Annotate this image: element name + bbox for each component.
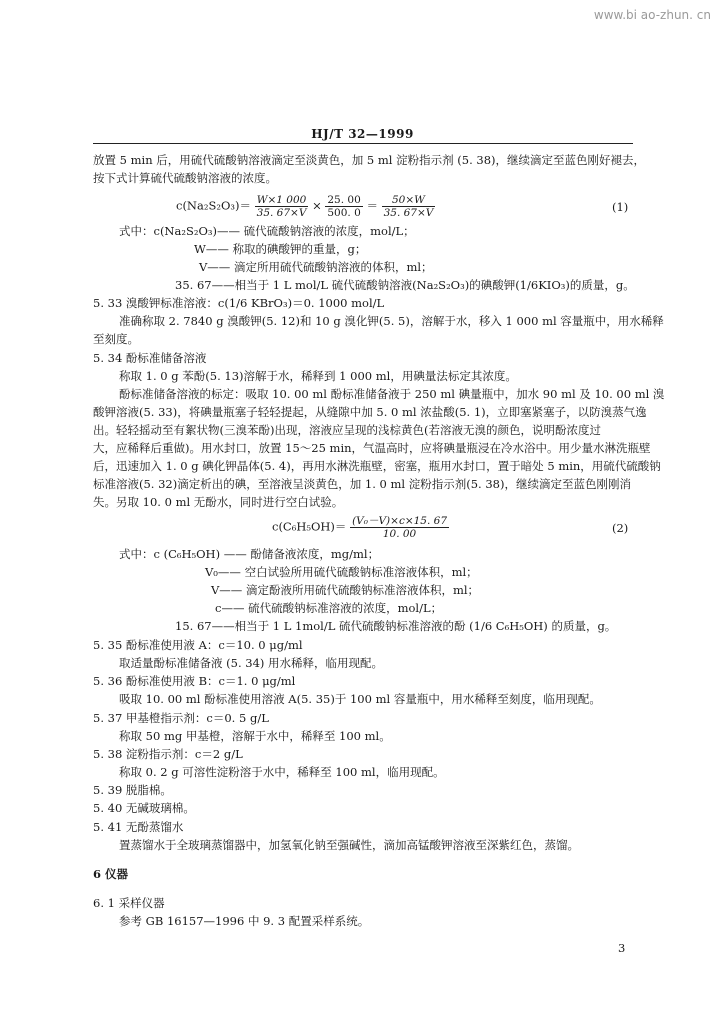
where1-line-3: V—— 滴定所用硫代硫酸钠溶液的体积，ml； xyxy=(199,260,433,274)
eq1-equals: ＝ xyxy=(366,198,378,213)
section-5-34-line-6: 后，迅速加入 1. 0 g 碘化钾晶体(5. 4)，再用水淋洗瓶壁，密塞，瓶用水封口，置于暗处 5 min，用硫代硫酸钠 xyxy=(93,459,661,473)
equation-1-number: (1) xyxy=(612,200,629,214)
eq1-f1-numerator: W×1 000 xyxy=(255,194,309,207)
eq1-fraction-1 xyxy=(255,194,309,219)
where2-line-3: V—— 滴定酚液所用硫代硫酸钠标准溶液体积，ml； xyxy=(211,583,480,597)
where2-line-1: 式中：c (C₆H₅OH) —— 酚储备液浓度，mg/ml； xyxy=(119,547,380,561)
eq2-denominator: 10. 00 xyxy=(382,528,417,540)
section-5-34-line-3: 酸钾溶液(5. 33)，将碘量瓶塞子轻轻提起，从缝隙中加 5. 0 ml 浓盐酸(5. 1)，立即塞紧塞子，以防溴蒸气逸 xyxy=(93,405,647,419)
section-5-34-title: 5. 34 酚标准储备溶液 xyxy=(93,351,207,365)
section-5-34-line-4: 出。轻轻摇动至有絮状物(三溴苯酚)出现，溶液应呈现的浅棕黄色(若溶液无溴的颜色，说明酚浓度过 xyxy=(93,423,601,437)
section-5-39-title: 5. 39 脱脂棉。 xyxy=(93,783,172,797)
section-5-34-line-2: 酚标准储备溶液的标定：吸取 10. 00 ml 酚标准储备液于 250 ml 碘量瓶中，加水 90 ml 及 10. 00 ml 溴 xyxy=(119,387,665,401)
section-5-40-title: 5. 40 无碱玻璃棉。 xyxy=(93,801,195,815)
section-5-41-title: 5. 41 无酚蒸馏水 xyxy=(93,820,184,834)
section-5-33-line-2: 至刻度。 xyxy=(93,332,139,346)
section-5-33-line-1: 准确称取 2. 7840 g 溴酸钾(5. 12)和 10 g 溴化钾(5. 5)，溶解于水，移入 1 000 ml 容量瓶中，用水稀释 xyxy=(119,314,664,328)
section-5-34-line-8: 失。另取 10. 0 ml 无酚水，同时进行空白试验。 xyxy=(93,495,344,509)
intro-line-2: 按下式计算硫代硫酸钠溶液的浓度。 xyxy=(93,171,277,185)
watermark: www.bi ao-zhun. cn xyxy=(593,8,711,22)
intro-line-1: 放置 5 min 后，用硫代硫酸钠溶液滴定至淡黄色，加 5 ml 淀粉指示剂 (5. 38)，继续滴定至蓝色刚好褪去， xyxy=(93,153,646,167)
eq1-f3-denominator: 35. 67×V xyxy=(383,207,434,219)
section-5-37-title: 5. 37 甲基橙指示剂：c＝0. 5 g/L xyxy=(93,711,269,725)
header-rule xyxy=(93,143,633,144)
eq2-numerator: (V₀－V)×c×15. 67 xyxy=(352,515,448,527)
where1-line-1: 式中：c(Na₂S₂O₃)—— 硫代硫酸钠溶液的浓度，mol/L； xyxy=(119,224,415,238)
eq1-f1-denominator: 35. 67×V xyxy=(256,207,307,219)
section-5-36-line-1: 吸取 10. 00 ml 酚标准使用溶液 A(5. 35)于 100 ml 容量瓶中，用水稀释至刻度，临用现配。 xyxy=(119,692,601,706)
section-5-35-line-1: 取适量酚标准储备液 (5. 34) 用水稀释，临用现配。 xyxy=(119,656,384,670)
eq1-fraction-3 xyxy=(382,194,436,219)
where1-line-2: W—— 称取的碘酸钾的重量，g； xyxy=(194,242,367,256)
section-5-38-line-1: 称取 0. 2 g 可溶性淀粉溶于水中，稀释至 100 ml，临用现配。 xyxy=(119,765,445,779)
page-number: 3 xyxy=(618,941,626,955)
equation-2 xyxy=(272,515,449,540)
section-5-37-line-1: 称取 50 mg 甲基橙，溶解于水中，稀释至 100 ml。 xyxy=(119,729,391,743)
section-5-34-line-5: 大，应稀释后重做)。用水封口，放置 15～25 min，气温高时，应将碘量瓶浸在冷水浴中。用少量水淋洗瓶壁 xyxy=(93,441,651,455)
eq1-f3-numerator: 50×W xyxy=(382,194,436,207)
eq2-lhs: c(C₆H₅OH)＝ xyxy=(272,519,347,534)
where2-line-2: V₀—— 空白试验所用硫代硫酸钠标准溶液体积，ml； xyxy=(205,565,478,579)
section-5-35-title: 5. 35 酚标准使用液 A：c＝10. 0 μg/ml xyxy=(93,638,303,652)
equation-1 xyxy=(176,194,435,219)
section-6-1-line-1: 参考 GB 16157—1996 中 9. 3 配置采样系统。 xyxy=(119,914,370,928)
section-5-41-line-1: 置蒸馏水于全玻璃蒸馏器中，加氢氧化钠至强碱性，滴加高锰酸钾溶液至深紫红色，蒸馏。 xyxy=(119,838,579,852)
eq1-f2-denominator: 500. 0 xyxy=(327,207,361,219)
where2-line-4: c—— 硫代硫酸钠标准溶液的浓度，mol/L； xyxy=(215,601,443,615)
section-6-1-title: 6. 1 采样仪器 xyxy=(93,896,165,910)
section-5-34-line-1: 称取 1. 0 g 苯酚(5. 13)溶解于水，稀释到 1 000 ml，用碘量法标定其浓度。 xyxy=(119,369,517,383)
where1-line-4: 35. 67——相当于 1 L mol/L 硫代硫酸钠溶液(Na₂S₂O₃)的碘酸钾(1/6KIO₃)的质量，g。 xyxy=(175,278,635,292)
section-6-title: 6 仪器 xyxy=(93,867,129,881)
section-5-34-line-7: 标准溶液(5. 32)滴定析出的碘，至溶液呈淡黄色，加 1. 0 ml 淀粉指示剂(5. 38)，继续滴定至蓝色刚刚消 xyxy=(93,477,631,491)
eq1-times: × xyxy=(312,198,322,213)
eq2-fraction xyxy=(350,515,449,540)
section-5-33-title: 5. 33 溴酸钾标准溶液：c(1/6 KBrO₃)＝0. 1000 mol/L xyxy=(93,296,385,310)
equation-2-number: (2) xyxy=(612,521,629,535)
eq1-fraction-2 xyxy=(325,194,362,219)
eq1-f2-numerator: 25. 00 xyxy=(327,194,361,206)
section-5-36-title: 5. 36 酚标准使用液 B：c＝1. 0 μg/ml xyxy=(93,674,296,688)
where2-line-5: 15. 67——相当于 1 L 1mol/L 硫代硫酸钠标准溶液的酚 (1/6 C₆H₅OH) 的质量，g。 xyxy=(175,619,617,633)
section-5-38-title: 5. 38 淀粉指示剂：c＝2 g/L xyxy=(93,747,243,761)
eq1-lhs: c(Na₂S₂O₃)＝ xyxy=(176,198,251,213)
standard-code-header: HJ/T 32—1999 xyxy=(311,127,414,141)
